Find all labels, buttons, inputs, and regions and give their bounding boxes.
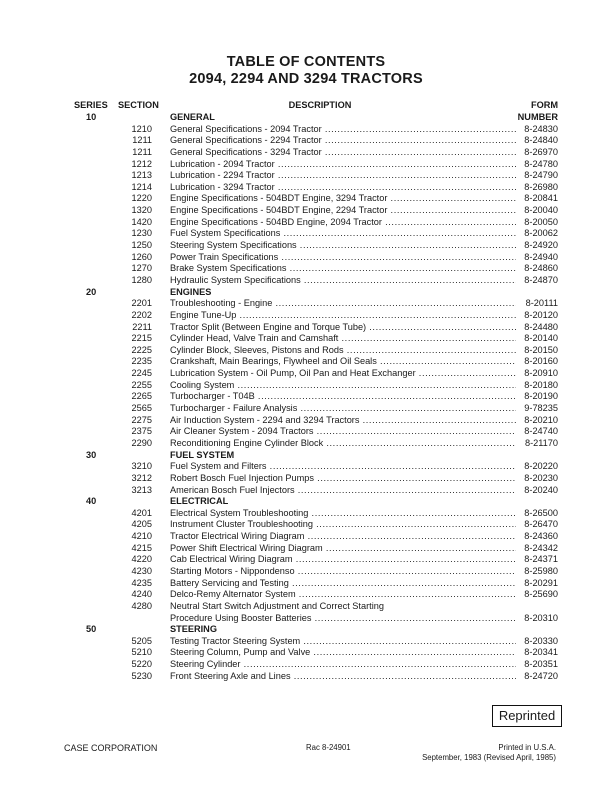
section-number: 1213 — [131, 170, 152, 181]
section-number: 1211 — [132, 146, 152, 157]
section-number: 2255 — [131, 379, 152, 390]
section-number: 2245 — [131, 368, 152, 379]
entry-description: American Bosch Fuel Injectors ..... — [170, 485, 516, 497]
table-row — [0, 252, 612, 264]
section-number: 2290 — [131, 437, 152, 448]
entry-description: Troubleshooting - Engine ..... — [170, 298, 516, 310]
reprinted-stamp: Reprinted — [492, 705, 562, 727]
table-row — [0, 519, 612, 531]
form-number: 8-20230 — [524, 472, 558, 483]
form-number: 9-78235 — [524, 403, 558, 414]
table-row — [0, 438, 612, 450]
table-row — [0, 333, 612, 345]
section-number: 4280 — [131, 600, 152, 611]
table-row — [0, 671, 612, 683]
table-row — [0, 135, 612, 147]
entry-description: Reconditioning Engine Cylinder Block ..... — [170, 438, 516, 450]
entry-description: Power Train Specifications ..... — [170, 252, 516, 264]
section-number: 4235 — [131, 577, 152, 588]
form-number: 8-20240 — [524, 484, 558, 495]
form-number: 8-24720 — [524, 670, 558, 681]
table-row — [0, 415, 612, 427]
series-group-row — [0, 112, 612, 124]
form-number: 8-20220 — [524, 461, 558, 472]
series-number: 10 — [86, 112, 97, 122]
entry-description: Cylinder Head, Valve Train and Camshaft ..... — [170, 333, 516, 345]
entry-description: Front Steering Axle and Lines ..... — [170, 671, 516, 683]
form-number: 8-26980 — [524, 181, 558, 192]
table-row — [0, 228, 612, 240]
footer-date: September, 1983 (Revised April, 1985) — [422, 752, 556, 762]
section-number: 2201 — [131, 298, 152, 309]
section-number: 1214 — [131, 181, 152, 192]
table-row — [0, 170, 612, 182]
series-title: GENERAL — [170, 112, 215, 122]
section-number: 1220 — [131, 193, 152, 204]
table-row — [0, 159, 612, 171]
entry-description: Lubrication System - Oil Pump, Oil Pan and Heat Exchanger ..... — [170, 368, 516, 380]
form-number: 8-24920 — [524, 240, 558, 251]
series-title: ENGINES — [170, 286, 212, 297]
form-number: 8-24830 — [524, 123, 558, 134]
table-row — [0, 240, 612, 252]
entry-description: General Specifications - 2094 Tractor ..... — [170, 124, 516, 136]
entry-description: Lubrication - 2094 Tractor ..... — [170, 159, 516, 171]
form-number: 8-20330 — [524, 635, 558, 646]
entry-description: Starting Motors - Nippondenso ..... — [170, 566, 516, 578]
section-number: 1280 — [131, 274, 152, 285]
series-title: ELECTRICAL — [170, 496, 229, 507]
entry-description: Steering System Specifications ..... — [170, 240, 516, 252]
section-number: 3213 — [131, 484, 152, 495]
page-subtitle: 2094, 2294 AND 3294 TRACTORS — [189, 71, 423, 87]
entry-description: Turbocharger - Failure Analysis ..... — [170, 403, 516, 415]
table-row — [0, 263, 612, 275]
table-row — [0, 391, 612, 403]
entry-description: Cooling System ..... — [170, 380, 516, 392]
entry-description: General Specifications - 3294 Tractor ..... — [170, 147, 516, 159]
section-number: 4205 — [131, 519, 152, 530]
entry-description: Hydraulic System Specifications ..... — [170, 275, 516, 287]
entry-description: Air Cleaner System - 2094 Tractors ..... — [170, 426, 516, 438]
section-number: 1260 — [131, 251, 152, 262]
table-row — [0, 368, 612, 380]
table-row — [0, 554, 612, 566]
form-number: 8-21170 — [524, 437, 558, 448]
section-number: 1270 — [131, 263, 152, 274]
table-row — [0, 485, 612, 497]
section-number: 4230 — [131, 565, 152, 576]
table-row — [0, 322, 612, 334]
column-header-number: NUMBER — [517, 112, 558, 122]
form-number: 8-20190 — [524, 391, 558, 402]
table-row — [0, 345, 612, 357]
entry-description: Power Shift Electrical Wiring Diagram ..... — [170, 543, 516, 555]
table-row — [0, 147, 612, 159]
form-number: 8-20351 — [524, 659, 558, 670]
entry-description: Fuel System and Filters ..... — [170, 461, 516, 473]
entry-description: Cab Electrical Wiring Diagram ..... — [170, 554, 516, 566]
series-title: STEERING — [170, 624, 217, 635]
entry-description: Tractor Electrical Wiring Diagram ..... — [170, 531, 516, 543]
section-number: 1320 — [131, 205, 152, 216]
form-number: 8-20841 — [524, 193, 558, 204]
entry-description: Fuel System Specifications ..... — [170, 228, 516, 240]
series-group-row — [0, 287, 612, 299]
series-number: 50 — [86, 624, 97, 635]
form-number: 8-20120 — [524, 309, 558, 320]
table-row — [0, 298, 612, 310]
section-number: 3212 — [131, 472, 152, 483]
entry-description: Brake System Specifications ..... — [170, 263, 516, 275]
form-number: 8-25690 — [524, 589, 558, 600]
table-row — [0, 531, 612, 543]
series-group-row — [0, 624, 612, 636]
table-row — [0, 182, 612, 194]
table-row — [0, 124, 612, 136]
series-title: FUEL SYSTEM — [170, 449, 235, 460]
section-number: 5205 — [131, 635, 152, 646]
section-number: 1211 — [132, 135, 152, 146]
section-number: 5220 — [131, 659, 152, 670]
table-row — [0, 659, 612, 671]
entry-description: Testing Tractor Steering System ..... — [170, 636, 516, 648]
form-number: 8-20291 — [524, 577, 558, 588]
contents-table — [0, 112, 612, 682]
form-number: 8-20310 — [524, 612, 558, 623]
footer-reference: Rac 8-24901 — [306, 743, 351, 752]
entry-description: Delco-Remy Alternator System ..... — [170, 589, 516, 601]
table-row — [0, 356, 612, 368]
entry-description: Lubrication - 2294 Tractor ..... — [170, 170, 516, 182]
section-number: 2275 — [131, 414, 152, 425]
form-number: 8-24780 — [524, 158, 558, 169]
series-number: 40 — [86, 496, 97, 507]
entry-description: Air Induction System - 2294 and 3294 Tractors ..... — [170, 415, 516, 427]
table-row — [0, 578, 612, 590]
table-row — [0, 217, 612, 229]
section-number: 2202 — [131, 309, 152, 320]
form-number: 8-24740 — [524, 426, 558, 437]
section-number: 2225 — [131, 344, 152, 355]
entry-description: Lubrication - 3294 Tractor ..... — [170, 182, 516, 194]
form-number: 8-25980 — [524, 565, 558, 576]
form-number: 8-20062 — [524, 228, 558, 239]
section-number: 2215 — [131, 333, 152, 344]
entry-description: Battery Servicing and Testing ..... — [170, 578, 516, 590]
section-number: 4215 — [131, 542, 152, 553]
form-number: 8-24790 — [524, 170, 558, 181]
entry-description: Cylinder Block, Sleeves, Pistons and Rods ..... — [170, 345, 516, 357]
column-header-series: SERIES — [74, 100, 108, 110]
entry-description: Neutral Start Switch Adjustment and Correct Starting — [170, 600, 384, 611]
form-number: 8-24840 — [524, 135, 558, 146]
series-group-row — [0, 450, 612, 462]
section-number: 2565 — [131, 403, 152, 414]
entry-description: Engine Tune-Up ..... — [170, 310, 516, 322]
form-number: 8-20160 — [524, 356, 558, 367]
form-number: 8-26500 — [524, 507, 558, 518]
section-number: 2375 — [131, 426, 152, 437]
table-row — [0, 473, 612, 485]
form-number: 8-24371 — [524, 554, 558, 565]
table-row — [0, 613, 612, 625]
entry-description: Robert Bosch Fuel Injection Pumps ..... — [170, 473, 516, 485]
entry-description: Tractor Split (Between Engine and Torque Tube) ..... — [170, 322, 516, 334]
form-number: 8-24360 — [524, 531, 558, 542]
section-number: 1230 — [131, 228, 152, 239]
section-number: 4201 — [131, 507, 152, 518]
entry-description: Electrical System Troubleshooting ..... — [170, 508, 516, 520]
table-row — [0, 566, 612, 578]
form-number: 8-20341 — [524, 647, 558, 658]
form-number: 8-26970 — [524, 146, 558, 157]
form-number: 8-24870 — [524, 274, 558, 285]
entry-description: Engine Specifications - 504BDT Engine, 3294 Tractor ..... — [170, 193, 516, 205]
section-number: 1420 — [131, 216, 152, 227]
form-number: 8-26470 — [524, 519, 558, 530]
section-number: 5230 — [131, 670, 152, 681]
table-row — [0, 543, 612, 555]
section-number: 4240 — [131, 589, 152, 600]
column-header-description: DESCRIPTION — [288, 100, 352, 110]
footer-company: CASE CORPORATION — [64, 743, 158, 753]
table-row — [0, 426, 612, 438]
series-group-row — [0, 496, 612, 508]
entry-description: Engine Specifications - 504BD Engine, 2094 Tractor ..... — [170, 217, 516, 229]
column-header-form: FORM — [530, 100, 558, 110]
table-row — [0, 601, 612, 613]
table-row — [0, 589, 612, 601]
table-row — [0, 275, 612, 287]
table-row — [0, 647, 612, 659]
table-row — [0, 403, 612, 415]
section-number: 1210 — [131, 123, 152, 134]
series-number: 20 — [86, 286, 97, 297]
table-row — [0, 310, 612, 322]
section-number: 1250 — [131, 240, 152, 251]
form-number: 8-20180 — [524, 379, 558, 390]
series-number: 30 — [86, 449, 97, 460]
form-number: 8-24860 — [524, 263, 558, 274]
form-number: 8-20111 — [525, 298, 558, 309]
section-number: 1212 — [131, 158, 152, 169]
section-number: 2235 — [131, 356, 152, 367]
entry-description: Procedure Using Booster Batteries ..... — [170, 613, 516, 625]
entry-description: General Specifications - 2294 Tractor ..... — [170, 135, 516, 147]
form-number: 8-20040 — [524, 205, 558, 216]
footer-print-info — [422, 743, 556, 762]
table-row — [0, 461, 612, 473]
footer-printed: Printed in U.S.A. — [498, 743, 556, 752]
form-number: 8-24342 — [524, 542, 558, 553]
page-title: TABLE OF CONTENTS — [226, 54, 386, 70]
section-number: 2265 — [131, 391, 152, 402]
entry-description: Steering Cylinder ..... — [170, 659, 516, 671]
form-number: 8-20910 — [524, 368, 558, 379]
form-number: 8-24480 — [524, 321, 558, 332]
entry-description: Steering Column, Pump and Valve ..... — [170, 647, 516, 659]
entry-description: Instrument Cluster Troubleshooting ..... — [170, 519, 516, 531]
table-row — [0, 508, 612, 520]
table-row — [0, 193, 612, 205]
table-row — [0, 205, 612, 217]
section-number: 4220 — [131, 554, 152, 565]
entry-description: Engine Specifications - 504BDT Engine, 2294 Tractor ..... — [170, 205, 516, 217]
entry-description: Crankshaft, Main Bearings, Flywheel and Oil Seals ..... — [170, 356, 516, 368]
form-number: 8-24940 — [524, 251, 558, 262]
table-row — [0, 636, 612, 648]
form-number: 8-20210 — [524, 414, 558, 425]
section-number: 5210 — [131, 647, 152, 658]
column-header-section: SECTION — [118, 100, 159, 110]
entry-description: Turbocharger - T04B ..... — [170, 391, 516, 403]
table-row — [0, 380, 612, 392]
section-number: 3210 — [131, 461, 152, 472]
section-number: 4210 — [131, 531, 152, 542]
section-number: 2211 — [132, 321, 152, 332]
form-number: 8-20140 — [524, 333, 558, 344]
form-number: 8-20150 — [524, 344, 558, 355]
form-number: 8-20050 — [524, 216, 558, 227]
